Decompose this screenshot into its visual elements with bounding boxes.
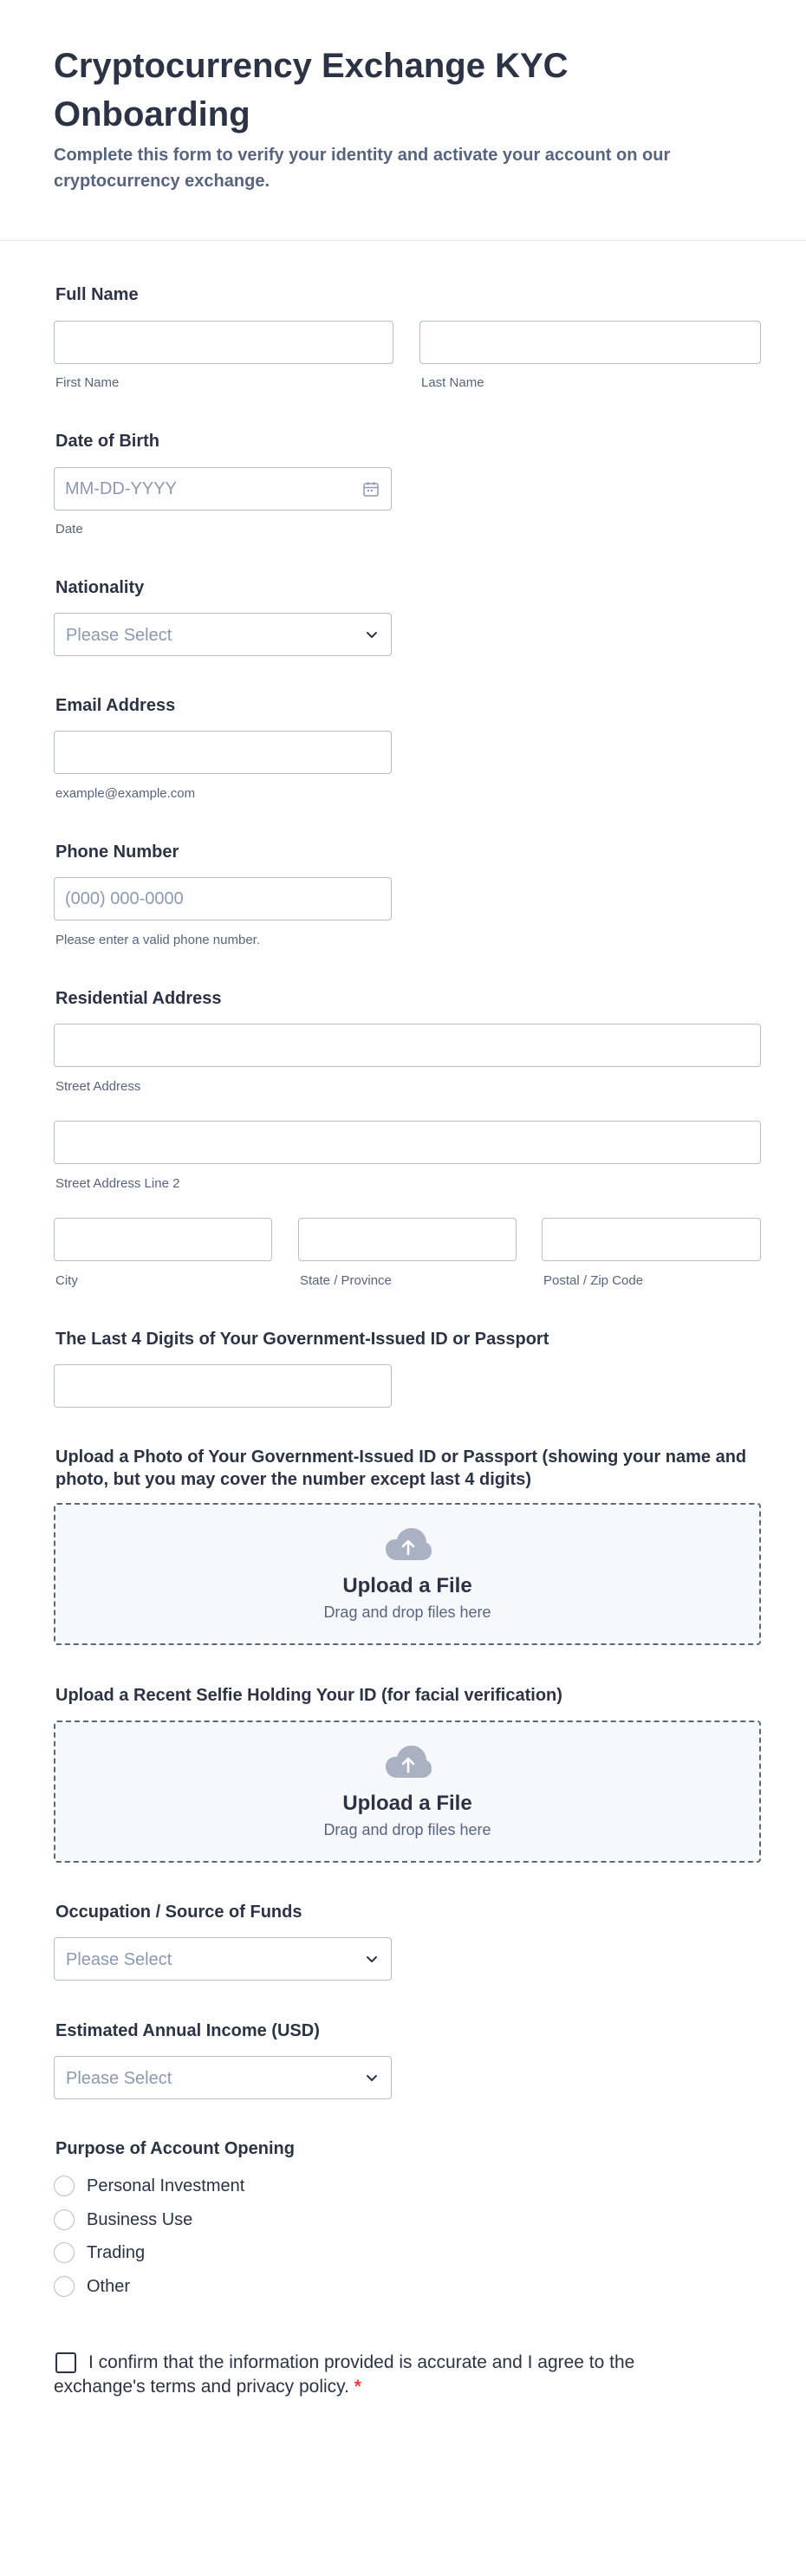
page-subtitle: Complete this form to verify your identity and activate your account on our cryptocurrency exchange. [54, 146, 671, 191]
id-upload-label: Upload a Photo of Your Government-Issued ID or Passport (showing your name and photo, but you may cover the number except last 4 digits) [55, 1447, 747, 1489]
selfie-upload-subtitle: Drag and drop files here [323, 1821, 491, 1838]
selfie-upload-dropzone[interactable] [54, 1721, 761, 1863]
purpose-label: Purpose of Account Opening [55, 2139, 295, 2158]
cloud-upload-icon [385, 1527, 432, 1562]
email-label: Email Address [55, 696, 176, 715]
phone-label: Phone Number [55, 842, 179, 862]
radio-label: Other [87, 2277, 131, 2296]
first-name-input[interactable] [54, 321, 393, 364]
phone-input[interactable] [54, 877, 392, 920]
occupation-selected-value: Please Select [66, 1950, 172, 1969]
radio-label: Personal Investment [87, 2176, 245, 2195]
id-digits-label: The Last 4 Digits of Your Government-Issued ID or Passport [55, 1330, 549, 1349]
occupation-select[interactable] [54, 1937, 392, 1981]
nationality-label: Nationality [55, 578, 145, 597]
radio-button[interactable] [54, 2242, 75, 2263]
consent-checkbox[interactable] [55, 2352, 76, 2373]
calendar-icon[interactable] [362, 480, 380, 498]
last-name-sublabel: Last Name [421, 375, 484, 390]
last-name-input[interactable] [419, 321, 761, 364]
consent-label: I confirm that the information provided is accurate and I agree to the exchange's terms and privacy policy. [54, 2352, 635, 2397]
address-label: Residential Address [55, 989, 222, 1008]
id-upload-subtitle: Drag and drop files here [323, 1603, 491, 1621]
nationality-select[interactable] [54, 613, 392, 656]
occupation-label: Occupation / Source of Funds [55, 1903, 302, 1922]
chevron-down-icon [365, 628, 379, 641]
street-address-input[interactable] [54, 1024, 761, 1067]
radio-button[interactable] [54, 2176, 75, 2196]
required-mark: * [354, 2377, 361, 2397]
income-selected-value: Please Select [66, 2069, 172, 2088]
radio-label: Business Use [87, 2210, 193, 2229]
city-input[interactable] [54, 1218, 272, 1261]
id-digits-input[interactable] [54, 1364, 392, 1408]
dob-input[interactable] [54, 467, 392, 511]
chevron-down-icon [365, 2071, 379, 2085]
dob-sublabel: Date [55, 522, 83, 537]
consent-text [54, 2351, 695, 2399]
cloud-upload-icon [385, 1745, 432, 1779]
street-address-line2-sublabel: Street Address Line 2 [55, 1176, 180, 1191]
state-input[interactable] [298, 1218, 517, 1261]
email-sublabel: example@example.com [55, 786, 196, 801]
chevron-down-icon [365, 1952, 379, 1966]
radio-button[interactable] [54, 2276, 75, 2297]
page-title: Cryptocurrency Exchange KYC Onboarding [54, 47, 569, 133]
form-header [0, 0, 806, 241]
selfie-upload-label: Upload a Recent Selfie Holding Your ID (for facial verification) [55, 1686, 562, 1705]
selfie-upload-title: Upload a File [342, 1792, 472, 1815]
street-address-sublabel: Street Address [55, 1079, 141, 1094]
id-upload-title: Upload a File [342, 1574, 472, 1597]
street-address-line2-input[interactable] [54, 1121, 761, 1164]
id-upload-dropzone[interactable] [54, 1503, 761, 1645]
income-select[interactable] [54, 2056, 392, 2099]
radio-button[interactable] [54, 2209, 75, 2230]
first-name-sublabel: First Name [55, 375, 120, 390]
city-sublabel: City [55, 1273, 78, 1288]
dob-label: Date of Birth [55, 432, 159, 451]
phone-sublabel: Please enter a valid phone number. [55, 933, 260, 947]
radio-label: Trading [87, 2243, 146, 2262]
income-label: Estimated Annual Income (USD) [55, 2021, 320, 2040]
email-input[interactable] [54, 731, 392, 774]
full-name-label: Full Name [55, 285, 139, 304]
state-sublabel: State / Province [300, 1273, 392, 1288]
nationality-selected-value: Please Select [66, 626, 172, 645]
zip-sublabel: Postal / Zip Code [543, 1273, 644, 1288]
zip-input[interactable] [542, 1218, 761, 1261]
